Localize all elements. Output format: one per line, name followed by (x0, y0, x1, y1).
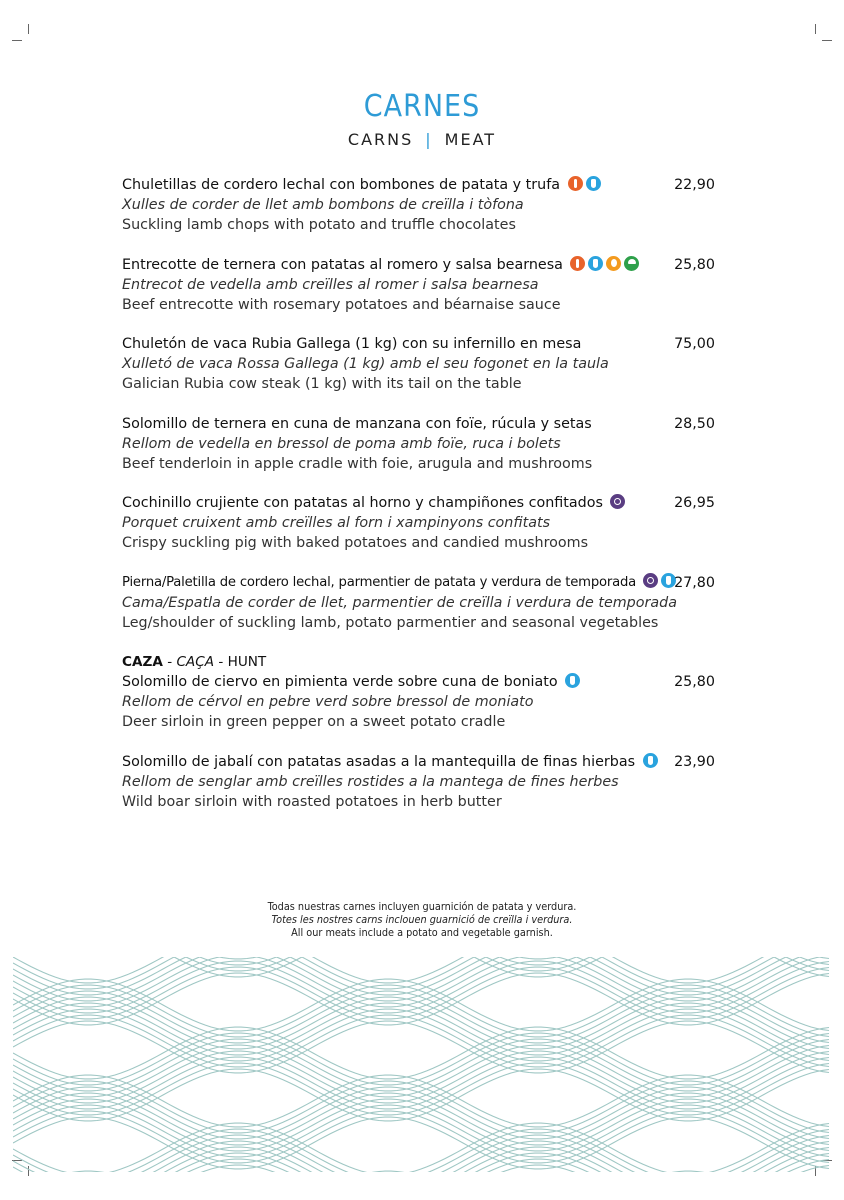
wave-line (13, 1147, 829, 1172)
wave-line (13, 957, 829, 989)
garnish-note-en: All our meats include a potato and vegetable garnish. (291, 926, 553, 939)
wave-line (13, 1123, 829, 1172)
dish-name-es-text: Entrecotte de ternera con patatas al romero y salsa bearnesa (122, 256, 563, 273)
menu-item (122, 573, 718, 633)
dish-price: 75,00 (674, 336, 715, 352)
wheat-gluten-icon (570, 256, 585, 271)
mushroom-icon (624, 256, 639, 271)
dish-name-es: Solomillo de ternera en cuna de manzana con foïe, rúcula y setas (122, 415, 592, 432)
dish-price: 27,80 (674, 574, 715, 591)
dish-name-ca: Xulles de corder de llet amb bombons de creïlla i tòfona (122, 197, 524, 213)
crop-mark (822, 40, 832, 41)
wave-line (13, 957, 829, 1001)
sulphites-icon (643, 573, 658, 588)
dish-name-en: Galician Rubia cow steak (1 kg) with its tail on the table (122, 376, 522, 392)
wave-line (13, 957, 829, 965)
crop-mark (12, 40, 22, 41)
section-dash: - (167, 654, 173, 670)
menu-item-hunt (122, 652, 718, 732)
wheat-gluten-icon (568, 176, 583, 191)
menu-item (122, 493, 718, 553)
crop-mark (28, 24, 29, 34)
dish-name-en: Beef tenderloin in apple cradle with foie, arugula and mushrooms (122, 455, 593, 472)
menu-item (122, 414, 718, 474)
menu-item (122, 334, 718, 394)
wave-line (13, 957, 829, 977)
milk-icon (643, 753, 658, 768)
wave-line (13, 1135, 829, 1172)
page-title: CARNES (363, 89, 481, 124)
section-dash: - (218, 654, 224, 670)
wave-line (13, 1171, 829, 1172)
wave-line (13, 1027, 829, 1079)
milk-icon (588, 256, 603, 271)
garnish-note-es: Todas nuestras carnes incluyen guarnición de patata y verdura. (267, 900, 577, 913)
dish-name-es-text: Cochinillo crujiente con patatas al horno y champiñones confitados (122, 495, 603, 511)
dish-name-ca: Rellom de vedella en bressol de poma amb foïe, ruca i bolets (122, 435, 561, 452)
crop-mark (815, 24, 816, 34)
menu-item (122, 255, 718, 315)
subtitle-english: MEAT (444, 130, 497, 149)
wave-line (13, 957, 829, 959)
dish-price: 28,50 (674, 415, 715, 432)
dish-name-en: Wild boar sirloin with roasted potatoes in herb butter (122, 793, 502, 810)
garnish-note-ca: Totes les nostres carns inclouen guarnició de creïlla i verdura. (271, 913, 573, 926)
dish-name-en: Deer sirloin in green pepper on a sweet potato cradle (122, 714, 506, 730)
dish-name-es-text: Chuletillas de cordero lechal con bombones de patata y trufa (122, 177, 561, 193)
menu-item (122, 752, 718, 812)
section-hunt-es: CAZA (122, 654, 163, 670)
dish-name-en: Beef entrecotte with rosemary potatoes and béarnaise sauce (122, 296, 561, 313)
menu-list (122, 175, 718, 831)
dish-price: 25,80 (674, 256, 715, 273)
menu-header (0, 88, 844, 149)
dish-name-en: Crispy suckling pig with baked potatoes and candied mushrooms (122, 535, 589, 551)
page-subtitle (0, 130, 844, 149)
dish-name-es (122, 672, 718, 692)
wave-line (13, 957, 829, 983)
egg-icon (606, 256, 621, 271)
dish-name-es (122, 752, 718, 772)
dish-price: 22,90 (674, 177, 715, 193)
menu-item (122, 672, 718, 732)
dish-name-es (122, 175, 718, 195)
dish-name-ca: Porquet cruixent amb creïlles al forn i xampinyons confitats (122, 515, 551, 531)
garnish-note (0, 900, 844, 939)
section-hunt-ca: CAÇA (176, 654, 215, 670)
section-hunt-en: HUNT (227, 654, 267, 670)
dish-name-es-text: Solomillo de jabalí con patatas asadas a la mantequilla de finas hierbas (122, 753, 636, 770)
dish-price: 23,90 (674, 753, 715, 770)
section-heading-hunt (122, 652, 718, 672)
wave-line (13, 1159, 829, 1172)
dish-price: 26,95 (674, 495, 715, 511)
milk-icon (586, 176, 601, 191)
wave-line (13, 1021, 829, 1073)
subtitle-separator: | (425, 130, 433, 149)
dish-name-ca: Xulletó de vaca Rossa Gallega (1 kg) amb el seu fogonet en la taula (122, 356, 609, 372)
dish-name-es: Chuletón de vaca Rubia Gallega (1 kg) con su infernillo en mesa (122, 336, 582, 352)
dish-name-ca: Rellom de senglar amb creïlles rostides a la mantega de fines herbes (122, 773, 619, 790)
dish-name-es-text: Pierna/Paletilla de cordero lechal, parmentier de patata y verdura de temporada (122, 574, 637, 590)
dish-name-ca: Entrecot de vedella amb creïlles al romer i salsa bearnesa (122, 276, 539, 293)
wave-pattern (13, 957, 831, 1172)
dish-name-en: Leg/shoulder of suckling lamb, potato parmentier and seasonal vegetables (122, 614, 659, 631)
subtitle-catalan: CARNS (347, 130, 414, 149)
wave-line (13, 957, 829, 971)
menu-item (122, 175, 718, 235)
dish-name-es (122, 493, 718, 513)
wave-line (13, 1129, 829, 1172)
dish-name-ca: Rellom de cérvol en pebre verd sobre bressol de moniato (122, 694, 534, 710)
dish-name-es-text: Solomillo de ciervo en pimienta verde sobre cuna de boniato (122, 674, 558, 690)
dish-name-en: Suckling lamb chops with potato and truffle chocolates (122, 217, 516, 233)
milk-icon (565, 673, 580, 688)
wave-line (13, 1117, 829, 1169)
wave-line (13, 1141, 829, 1172)
dish-price: 25,80 (674, 674, 715, 690)
sulphites-icon (610, 494, 625, 509)
dish-name-es (122, 573, 718, 593)
dish-name-es (122, 255, 718, 275)
dish-name-ca: Cama/Espatla de corder de llet, parmentier de creïlla i verdura de temporada (122, 594, 677, 611)
